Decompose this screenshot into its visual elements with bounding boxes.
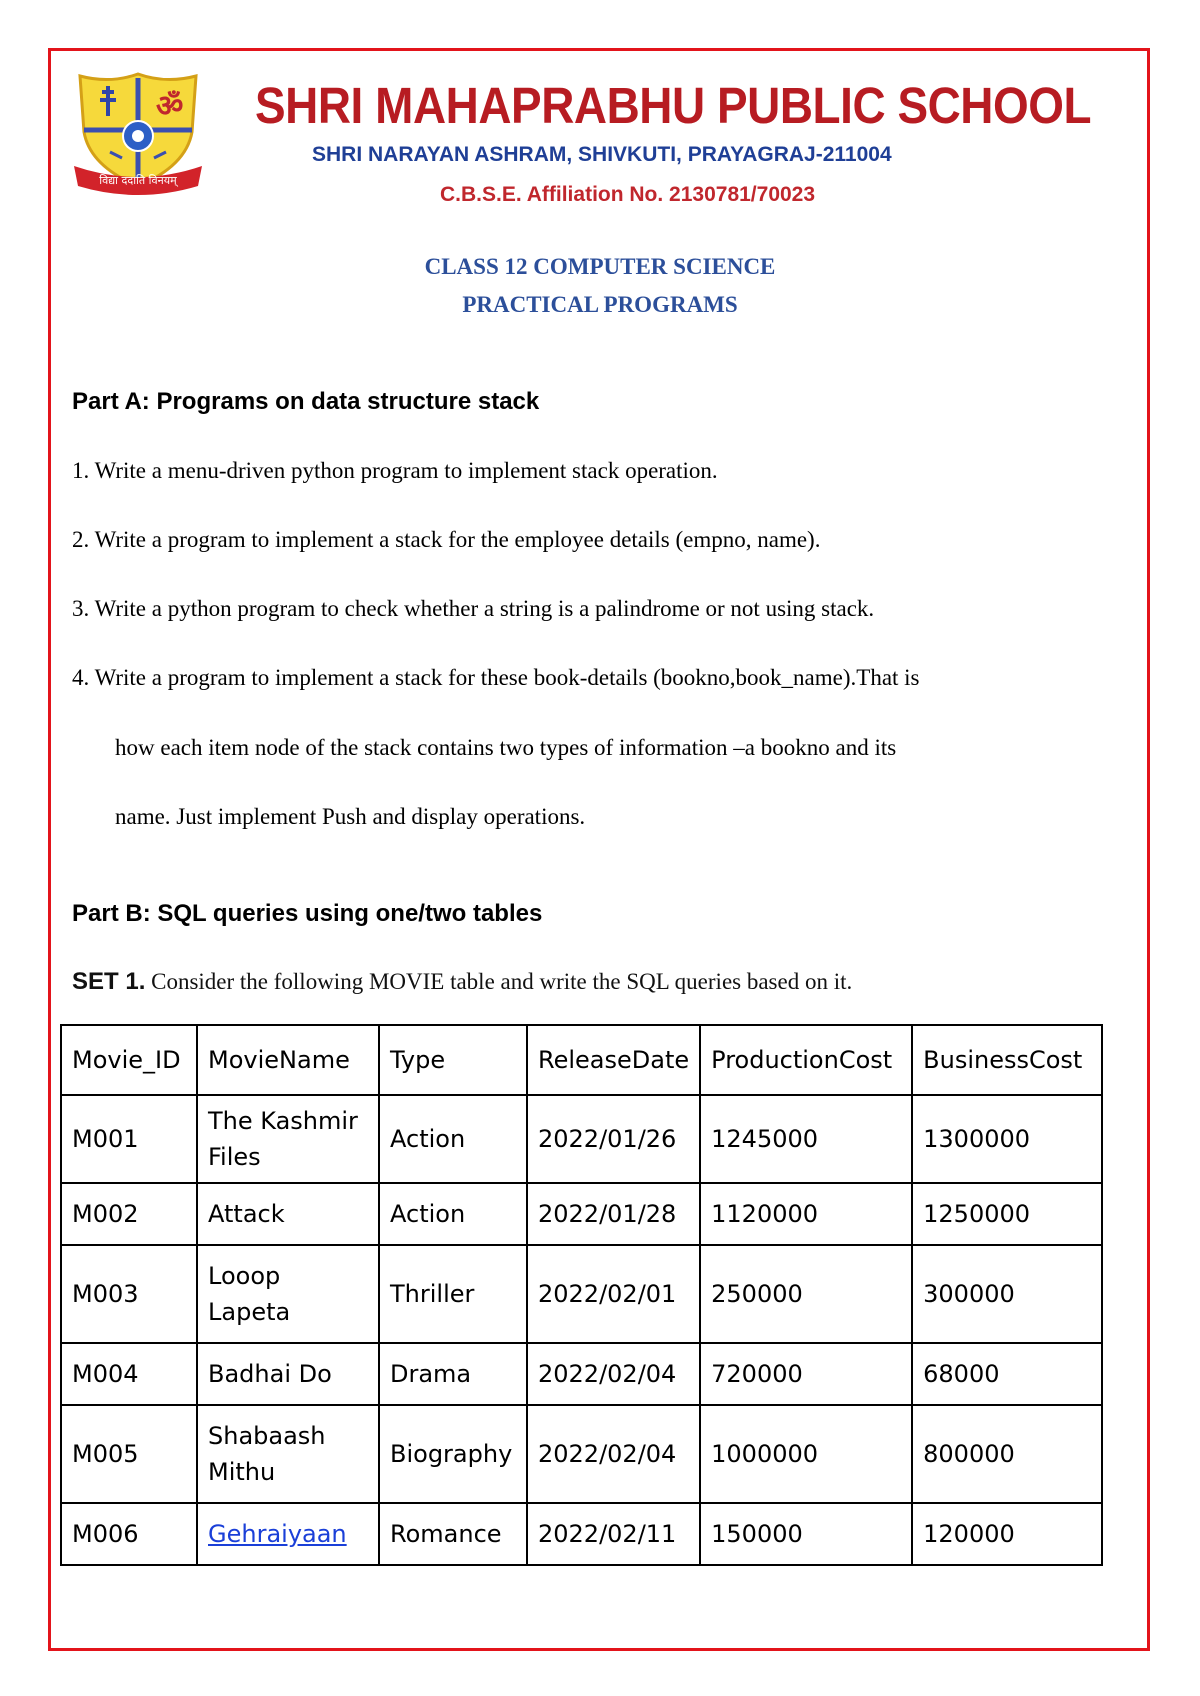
cell-release-date: 2022/02/11 xyxy=(527,1503,700,1565)
cell-movie-id: M002 xyxy=(61,1183,197,1245)
cell-movie-id: M004 xyxy=(61,1343,197,1405)
part-a-item-4-continued-2: name. Just implement Push and display operations. xyxy=(115,804,586,829)
cell-production-cost: 150000 xyxy=(700,1503,912,1565)
part-a-heading: Part A: Programs on data structure stack xyxy=(72,388,540,415)
school-crest-icon xyxy=(72,70,204,198)
part-b-heading: Part B: SQL queries using one/two tables xyxy=(72,900,543,927)
cell-movie-id: M006 xyxy=(61,1503,197,1565)
cell-production-cost: 1000000 xyxy=(700,1405,912,1503)
column-header: Movie_ID xyxy=(61,1025,197,1095)
cell-movie-id: M005 xyxy=(61,1405,197,1503)
cell-type: Thriller xyxy=(379,1245,527,1343)
part-a-item-4: 4. Write a program to implement a stack for these book-details (bookno,book_name).That is xyxy=(72,665,920,690)
cell-movie-name: Looop Lapeta xyxy=(197,1245,379,1343)
document-title-line-2: PRACTICAL PROGRAMS xyxy=(462,292,738,317)
table-row xyxy=(61,1343,1102,1405)
cell-business-cost: 1250000 xyxy=(912,1183,1102,1245)
cell-release-date: 2022/01/28 xyxy=(527,1183,700,1245)
movie-table xyxy=(60,1024,1103,1566)
table-row xyxy=(61,1503,1102,1565)
cell-type: Biography xyxy=(379,1405,527,1503)
column-header: ProductionCost xyxy=(700,1025,912,1095)
cell-production-cost: 1120000 xyxy=(700,1183,912,1245)
document-title-line-1: CLASS 12 COMPUTER SCIENCE xyxy=(424,254,776,279)
cell-business-cost: 800000 xyxy=(912,1405,1102,1503)
part-a-item-1: 1. Write a menu-driven python program to implement stack operation. xyxy=(72,458,718,483)
school-address: SHRI NARAYAN ASHRAM, SHIVKUTI, PRAYAGRAJ-211004 xyxy=(312,143,892,166)
set-label: SET 1. xyxy=(72,968,146,995)
table-row xyxy=(61,1095,1102,1183)
cell-business-cost: 120000 xyxy=(912,1503,1102,1565)
table-row xyxy=(61,1405,1102,1503)
cell-release-date: 2022/02/04 xyxy=(527,1343,700,1405)
cell-business-cost: 1300000 xyxy=(912,1095,1102,1183)
cell-production-cost: 250000 xyxy=(700,1245,912,1343)
svg-text:विद्या ददाति विनयम्: विद्या ददाति विनयम् xyxy=(99,174,177,187)
svg-text:ॐ: ॐ xyxy=(156,89,184,124)
table-row xyxy=(61,1245,1102,1343)
cell-business-cost: 300000 xyxy=(912,1245,1102,1343)
column-header: Type xyxy=(379,1025,527,1095)
cell-movie-id: M001 xyxy=(61,1095,197,1183)
cell-movie-id: M003 xyxy=(61,1245,197,1343)
cell-type: Romance xyxy=(379,1503,527,1565)
cell-movie-name: Shabaash Mithu xyxy=(197,1405,379,1503)
cell-movie-name: Badhai Do xyxy=(197,1343,379,1405)
cell-production-cost: 720000 xyxy=(700,1343,912,1405)
movie-name-link[interactable]: Gehraiyaan xyxy=(208,1520,347,1548)
part-a-item-3: 3. Write a python program to check whether a string is a palindrome or not using stack. xyxy=(72,596,875,621)
cell-type: Action xyxy=(379,1095,527,1183)
set-1-instruction xyxy=(72,968,852,996)
cell-movie-name: The Kashmir Files xyxy=(197,1095,379,1183)
column-header: MovieName xyxy=(197,1025,379,1095)
part-a-item-2: 2. Write a program to implement a stack for the employee details (empno, name). xyxy=(72,527,821,552)
column-header: BusinessCost xyxy=(912,1025,1102,1095)
cell-business-cost: 68000 xyxy=(912,1343,1102,1405)
table-header-row xyxy=(61,1025,1102,1095)
cell-movie-name: Attack xyxy=(197,1183,379,1245)
cell-release-date: 2022/02/01 xyxy=(527,1245,700,1343)
part-a-item-4-continued: how each item node of the stack contains two types of information –a bookno and its xyxy=(115,735,897,760)
column-header: ReleaseDate xyxy=(527,1025,700,1095)
affiliation-number: C.B.S.E. Affiliation No. 2130781/70023 xyxy=(440,183,816,206)
set-text: Consider the following MOVIE table and write the SQL queries based on it. xyxy=(151,969,853,994)
cell-release-date: 2022/01/26 xyxy=(527,1095,700,1183)
school-name: SHRI MAHAPRABHU PUBLIC SCHOOL xyxy=(255,77,1092,134)
cell-type: Action xyxy=(379,1183,527,1245)
cell-movie-name xyxy=(197,1503,379,1565)
cell-type: Drama xyxy=(379,1343,527,1405)
cell-production-cost: 1245000 xyxy=(700,1095,912,1183)
table-row xyxy=(61,1183,1102,1245)
cell-release-date: 2022/02/04 xyxy=(527,1405,700,1503)
